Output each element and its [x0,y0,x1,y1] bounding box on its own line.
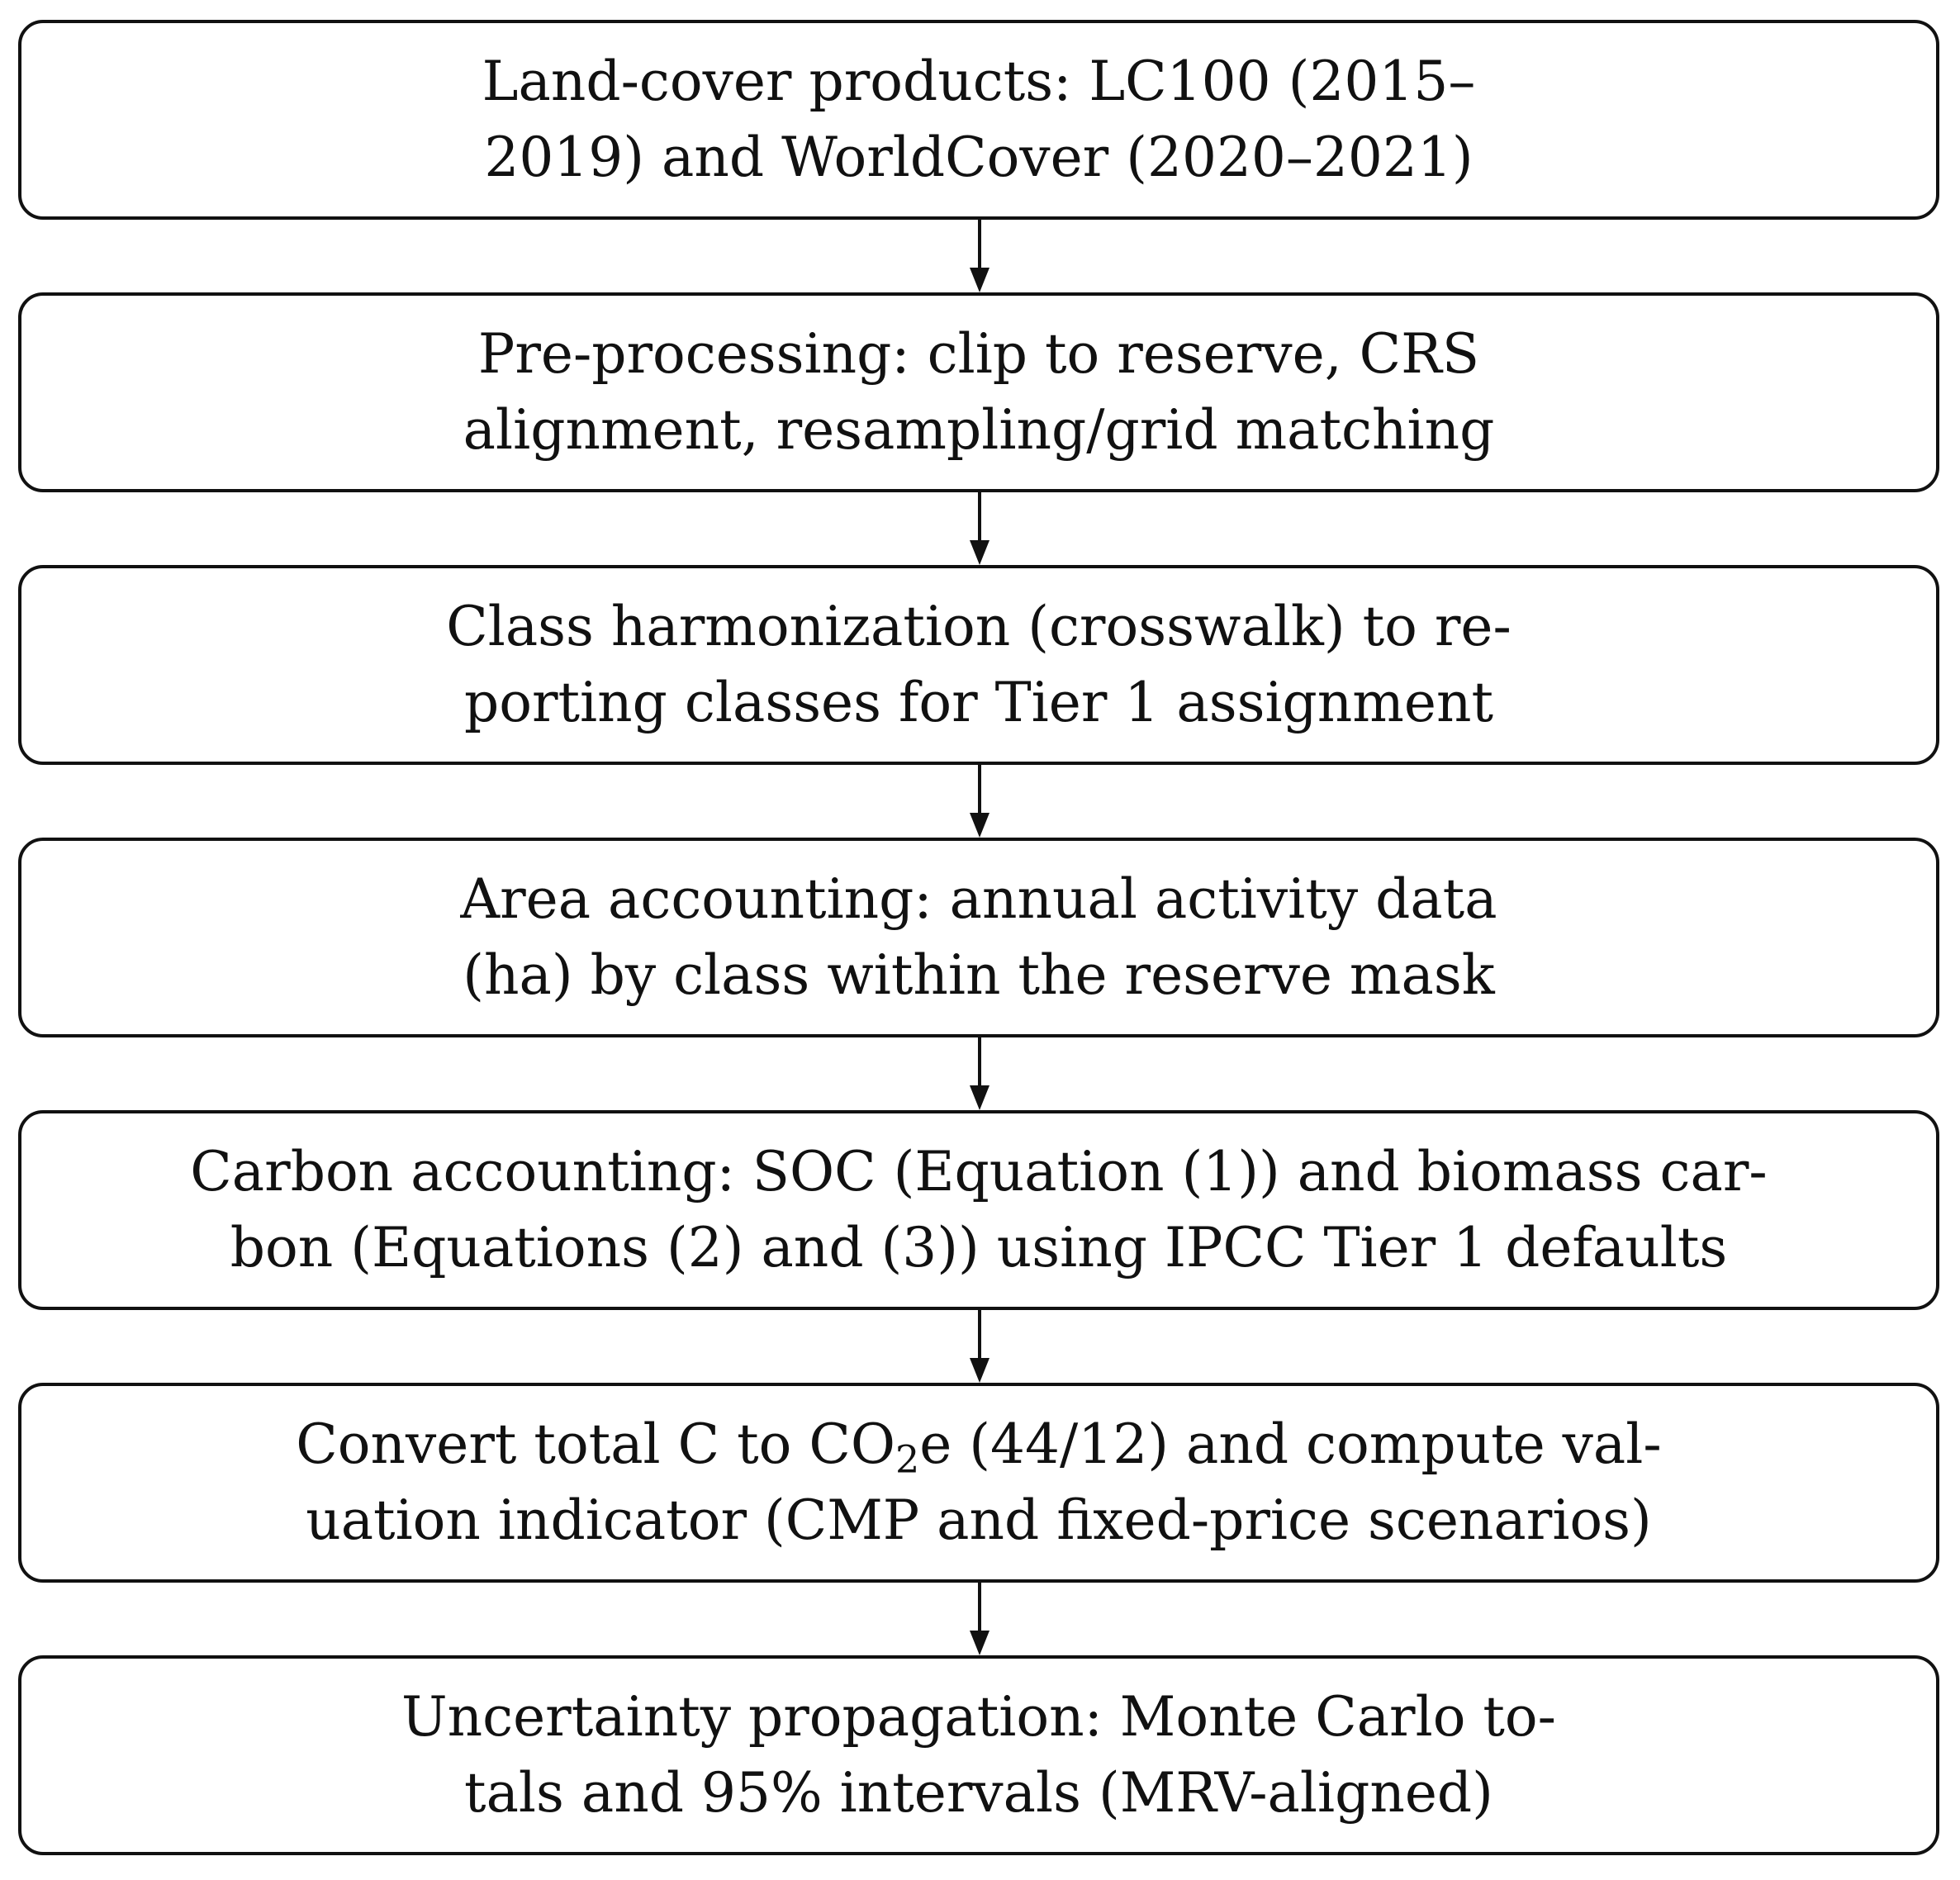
step-area-accounting [18,838,1939,1037]
step-pre-processing [18,292,1939,492]
step-text [190,1134,1767,1286]
step-text-line: (ha) by class within the reserve mask [463,943,1495,1007]
step-text [296,1407,1661,1559]
step-class-harmonization [18,565,1939,765]
step-uncertainty-propagation [18,1655,1939,1855]
arrow-down-icon [970,220,989,292]
arrow-down-icon [970,1310,989,1383]
step-text-line: porting classes for Tier 1 assignment [464,671,1493,734]
step-text [401,1679,1556,1831]
step-text-line: tals and 95% intervals (MRV-aligned) [464,1761,1493,1825]
step-text-line: Land-cover products: LC100 (2015– [482,50,1476,113]
arrow-down-icon [970,1583,989,1655]
step-text-line [296,1407,1661,1483]
step-text-line: uation indicator (CMP and fixed-price scenarios) [306,1488,1652,1552]
step-text [446,589,1512,741]
arrow-down-icon [970,492,989,565]
step-text [482,44,1476,196]
step-text-line: 2019) and WorldCover (2020–2021) [484,126,1474,189]
step-text-line: Pre-processing: clip to reserve, CRS [477,322,1480,386]
step-text-line: Uncertainty propagation: Monte Carlo to- [401,1685,1556,1749]
arrow-down-icon [970,765,989,838]
step-text-segment: Convert total C to CO [296,1412,895,1476]
step-text-line: Carbon accounting: SOC (Equation (1)) and biomass car- [190,1140,1768,1203]
step-text-line: alignment, resampling/grid matching [463,398,1495,462]
step-carbon-accounting [18,1110,1939,1310]
step-text-line: bon (Equations (2) and (3)) using IPCC Tier 1 defaults [230,1216,1728,1279]
step-text-segment: e (44/12) and compute val- [919,1412,1662,1476]
step-text [463,316,1495,468]
step-text-line: Area accounting: annual activity data [460,867,1497,931]
step-text-line: Class harmonization (crosswalk) to re- [446,595,1512,658]
step-text [460,862,1497,1014]
arrow-down-icon [970,1037,989,1110]
step-land-cover-products [18,20,1939,220]
step-convert-co2e [18,1383,1939,1583]
subscript-two: 2 [895,1436,920,1482]
